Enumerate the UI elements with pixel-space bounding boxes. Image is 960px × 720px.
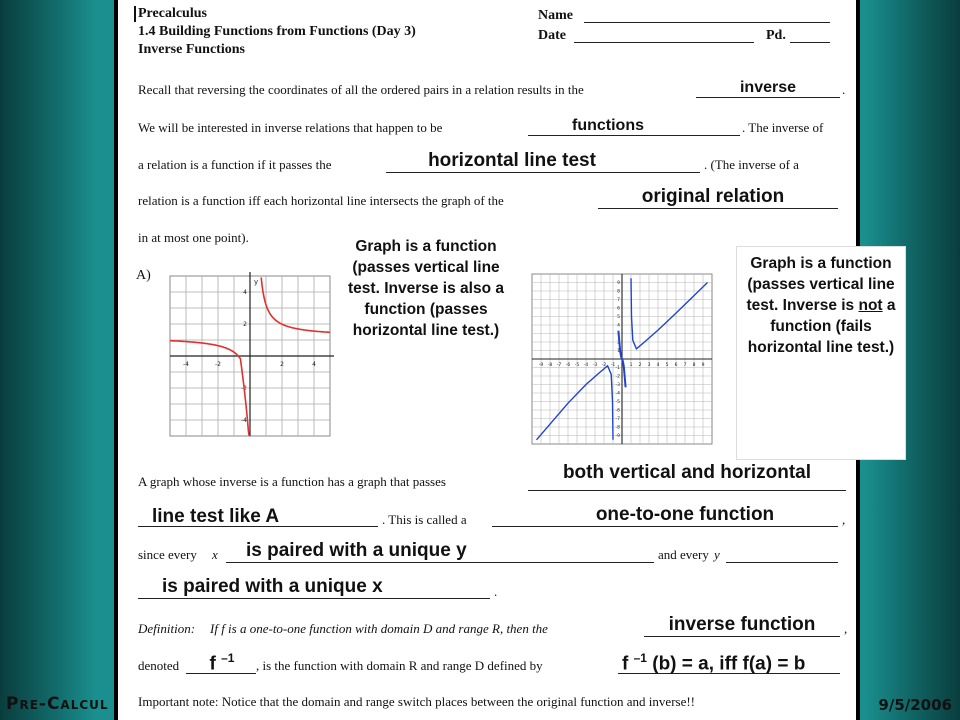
comma-2: ,	[844, 621, 848, 636]
footer-course: Pre-Calcul	[6, 694, 109, 714]
graph-b-x-tick-label: -5	[574, 363, 580, 368]
var-y: y	[714, 547, 720, 562]
graph-b-y-tick-label: -6	[615, 408, 620, 414]
answer-original-relation: original relation	[641, 186, 785, 207]
note-b-not: not	[858, 297, 883, 314]
graph-b-y-tick-label: -8	[615, 425, 620, 431]
worksheet-page	[114, 0, 896, 720]
graph-b-y-tick-label: -2	[615, 374, 620, 380]
graph-a	[162, 270, 338, 442]
graph-b-x-tick-label: 6	[674, 363, 678, 368]
blank-hlt	[386, 172, 700, 173]
note-b-part-1: Graph is a function (passes vertical line test. Inverse is	[746, 255, 895, 314]
text-line-3-end: . (The inverse of a	[704, 157, 799, 172]
graph-b-x-tick-label: 1	[629, 363, 633, 368]
graph-b-y-tick-label: 9	[617, 281, 620, 286]
blank-paired-y	[226, 562, 654, 563]
graph-b-x-tick-label: -4	[583, 363, 589, 368]
important-note: Important note: Notice that the domain and range switch places between the original function and inverse!!	[138, 694, 696, 709]
answer-f-inverse: f $^{-1}$	[209, 651, 235, 675]
answer-f-inverse-definition: f $^{-1}$ (b) = a, iff f(a) = b	[622, 651, 806, 675]
blank-paired-x	[138, 598, 490, 599]
answer-paired-unique-y: is paired with a unique y	[246, 540, 467, 561]
answer-one-to-one-function: one-to-one function	[595, 504, 775, 525]
graph-b-y-tick-label: -4	[615, 391, 620, 397]
text-line-2-end: . The inverse of	[742, 120, 824, 135]
text-line-5: in at most one point).	[138, 230, 249, 245]
text-line-3: a relation is a function if it passes the	[138, 157, 332, 172]
text-line-1: Recall that reversing the coordinates of all the ordered pairs in a relation results in the	[138, 82, 584, 97]
graph-a-x-tick-label: -4	[183, 361, 189, 368]
text-since-every: since every	[138, 547, 197, 562]
footer-date: 9/5/2006	[878, 696, 952, 714]
graph-a-y-tick-label: 2	[243, 321, 247, 328]
graph-b-y-tick-label: 4	[617, 323, 620, 329]
graph-b-x-tick-label: -9	[538, 363, 544, 368]
graph-b-y-tick-label: 3	[617, 332, 620, 337]
date-label: Date	[538, 28, 566, 43]
text-line-4: relation is a function iff each horizontal line intersects the graph of the	[138, 193, 504, 208]
blank-original	[598, 208, 838, 209]
graph-b-x-tick-label: 5	[665, 363, 669, 368]
text-line-2: We will be interested in inverse relations that happen to be	[138, 120, 443, 135]
text-line-6: A graph whose inverse is a function has a graph that passes	[138, 474, 446, 489]
graph-b-x-tick-label: 4	[656, 363, 660, 368]
pd-line	[790, 42, 830, 43]
course-title: Precalculus	[138, 6, 207, 21]
label-graph-a: A)	[136, 268, 151, 283]
text-line-7-end: . This is called a	[382, 512, 467, 527]
graph-a-x-tick-label: 2	[280, 361, 284, 368]
answer-functions: functions	[572, 117, 644, 134]
period: .	[842, 82, 846, 97]
var-x: x	[212, 547, 218, 562]
graph-b-y-tick-label: 2	[617, 340, 620, 346]
graph-a-y-tick-label: -4	[241, 417, 247, 424]
blank-both	[528, 490, 846, 491]
graph-b-x-tick-label: -6	[565, 363, 571, 368]
graph-b-x-tick-label: 8	[692, 363, 696, 368]
graph-b-x-tick-label: -2	[601, 363, 607, 368]
note-graph-b	[736, 246, 906, 460]
graph-b-x-tick-label: -1	[610, 363, 616, 368]
answer-both-vertical-horizontal: both vertical and horizontal	[562, 462, 812, 483]
graph-b-x-tick-label: -3	[592, 363, 598, 368]
graph-a-y-label: y	[254, 278, 259, 286]
graph-b-y-tick-label: -5	[615, 400, 620, 405]
graph-b-y-tick-label: -3	[615, 383, 620, 388]
graph-a-y-tick-label: 4	[243, 289, 247, 296]
note-b-part-2: a function (fails horizontal line test.)	[747, 297, 896, 356]
margin-mark	[134, 6, 136, 22]
blank-inverse-function	[644, 636, 840, 637]
graph-a-x-tick-label: -2	[215, 361, 221, 368]
blank-and-every-y	[726, 562, 838, 563]
text-and-every: and every	[658, 547, 709, 562]
answer-line-test-like-a: line test like A	[152, 506, 280, 527]
graph-b-x-tick-label: 2	[638, 363, 642, 368]
definition-text: If f is a one-to-one function with domain D and range R, then the	[210, 621, 548, 636]
graph-b-x-tick-label: -8	[547, 363, 553, 368]
graph-b-y-tick-label: 6	[617, 306, 620, 312]
graph-a-y-tick-label: -2	[241, 385, 247, 392]
period-2: .	[494, 584, 498, 599]
note-graph-a: Graph is a function (passes vertical line test. Inverse is also a function (passes horizontal line test.)	[344, 236, 508, 341]
graph-b-x-tick-label: 7	[683, 363, 687, 368]
text-denoted-mid: , is the function with domain R and range D defined by	[256, 658, 543, 673]
pd-label: Pd.	[766, 28, 786, 43]
answer-inverse: inverse	[739, 79, 797, 96]
graph-b-x-tick-label: 3	[647, 363, 651, 368]
graph-b-x-tick-label: 9	[701, 363, 705, 368]
blank-one-to-one	[492, 526, 838, 527]
date-line	[574, 42, 754, 43]
graph-a-x-tick-label: 4	[312, 361, 316, 368]
graph-b-y-tick-label: -1	[615, 366, 620, 371]
graph-b-y-tick-label: -9	[615, 434, 620, 439]
answer-horizontal-line-test: horizontal line test	[428, 150, 596, 171]
name-line	[584, 22, 830, 23]
graph-b-y-tick-label: 8	[617, 289, 620, 295]
lesson-title: 1.4 Building Functions from Functions (Day 3)	[138, 24, 416, 39]
graph-b-x-tick-label: -7	[556, 363, 562, 368]
graph-b	[522, 268, 722, 450]
answer-paired-unique-x: is paired with a unique x	[162, 576, 383, 597]
name-label: Name	[538, 8, 573, 23]
graph-b-y-tick-label: -7	[615, 417, 620, 422]
topic-title: Inverse Functions	[138, 42, 245, 57]
answer-inverse-function: inverse function	[668, 614, 816, 635]
graph-b-y-tick-label: 5	[617, 315, 620, 320]
graph-b-y-tick-label: 1	[617, 349, 620, 354]
definition-label: Definition:	[138, 621, 196, 636]
text-denoted: denoted	[138, 658, 180, 673]
blank-inverse	[696, 97, 840, 98]
graph-b-y-tick-label: 7	[617, 298, 620, 303]
comma: ,	[842, 512, 846, 527]
blank-functions	[528, 135, 740, 136]
